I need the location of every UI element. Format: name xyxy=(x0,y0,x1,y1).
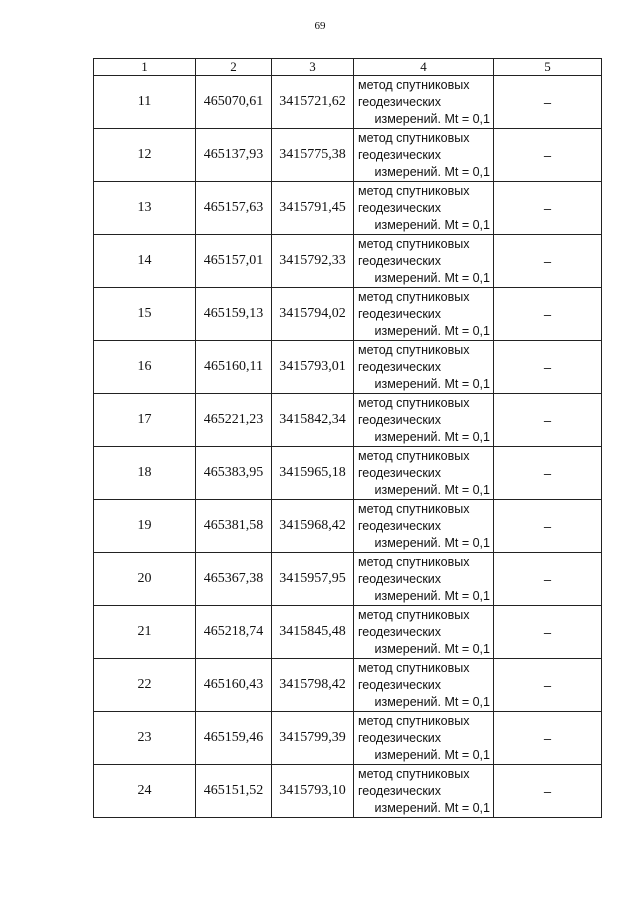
y-coordinate-cell: 3415792,33 xyxy=(272,235,354,288)
method-line: метод спутниковых xyxy=(358,395,470,410)
column-5-cell: – xyxy=(494,712,602,765)
y-coordinate-cell: 3415775,38 xyxy=(272,129,354,182)
method-line: геодезических xyxy=(358,200,442,215)
method-line: геодезических xyxy=(358,571,442,586)
method-line: измерений. Mt = 0,1 xyxy=(374,323,490,338)
point-number-cell: 15 xyxy=(94,288,196,341)
table-row xyxy=(94,659,602,712)
point-number-cell: 21 xyxy=(94,606,196,659)
method-line: геодезических xyxy=(358,94,442,109)
point-number-cell: 22 xyxy=(94,659,196,712)
point-number-cell: 18 xyxy=(94,447,196,500)
method-line: метод спутниковых xyxy=(358,77,470,92)
x-coordinate-cell: 465070,61 xyxy=(196,76,272,129)
table-row xyxy=(94,765,602,818)
method-line: измерений. Mt = 0,1 xyxy=(374,429,490,444)
y-coordinate-cell: 3415842,34 xyxy=(272,394,354,447)
column-5-cell: – xyxy=(494,182,602,235)
method-line: геодезических xyxy=(358,147,442,162)
column-5-cell: – xyxy=(494,288,602,341)
column-5-cell: – xyxy=(494,606,602,659)
column-header-1: 1 xyxy=(94,59,196,76)
point-number-cell: 12 xyxy=(94,129,196,182)
method-cell xyxy=(354,182,494,235)
method-line: метод спутниковых xyxy=(358,130,470,145)
table-row xyxy=(94,394,602,447)
method-line: метод спутниковых xyxy=(358,183,470,198)
column-5-cell: – xyxy=(494,659,602,712)
column-5-cell: – xyxy=(494,341,602,394)
column-5-cell: – xyxy=(494,500,602,553)
coordinates-table xyxy=(93,58,602,818)
method-cell xyxy=(354,129,494,182)
method-line: измерений. Mt = 0,1 xyxy=(374,164,490,179)
x-coordinate-cell: 465160,43 xyxy=(196,659,272,712)
column-5-cell: – xyxy=(494,235,602,288)
column-header-3: 3 xyxy=(272,59,354,76)
column-header-2: 2 xyxy=(196,59,272,76)
method-line: измерений. Mt = 0,1 xyxy=(374,376,490,391)
method-line: геодезических xyxy=(358,783,442,798)
y-coordinate-cell: 3415968,42 xyxy=(272,500,354,553)
y-coordinate-cell: 3415793,10 xyxy=(272,765,354,818)
method-line: геодезических xyxy=(358,253,442,268)
column-5-cell: – xyxy=(494,129,602,182)
method-line: измерений. Mt = 0,1 xyxy=(374,694,490,709)
y-coordinate-cell: 3415799,39 xyxy=(272,712,354,765)
point-number-cell: 20 xyxy=(94,553,196,606)
method-line: геодезических xyxy=(358,730,442,745)
method-line: метод спутниковых xyxy=(358,236,470,251)
x-coordinate-cell: 465221,23 xyxy=(196,394,272,447)
method-cell xyxy=(354,341,494,394)
table-row xyxy=(94,129,602,182)
method-line: измерений. Mt = 0,1 xyxy=(374,535,490,550)
x-coordinate-cell: 465137,93 xyxy=(196,129,272,182)
table-body xyxy=(94,76,602,818)
column-5-cell: – xyxy=(494,76,602,129)
method-line: метод спутниковых xyxy=(358,766,470,781)
table-header-row xyxy=(94,59,602,76)
y-coordinate-cell: 3415957,95 xyxy=(272,553,354,606)
y-coordinate-cell: 3415721,62 xyxy=(272,76,354,129)
method-line: метод спутниковых xyxy=(358,554,470,569)
table-row xyxy=(94,447,602,500)
method-line: измерений. Mt = 0,1 xyxy=(374,800,490,815)
point-number-cell: 14 xyxy=(94,235,196,288)
method-cell xyxy=(354,606,494,659)
method-cell xyxy=(354,712,494,765)
method-line: геодезических xyxy=(358,624,442,639)
point-number-cell: 13 xyxy=(94,182,196,235)
method-line: метод спутниковых xyxy=(358,501,470,516)
method-line: метод спутниковых xyxy=(358,342,470,357)
x-coordinate-cell: 465218,74 xyxy=(196,606,272,659)
x-coordinate-cell: 465157,63 xyxy=(196,182,272,235)
table-row xyxy=(94,500,602,553)
column-header-4: 4 xyxy=(354,59,494,76)
method-line: метод спутниковых xyxy=(358,448,470,463)
method-cell xyxy=(354,553,494,606)
table-row xyxy=(94,341,602,394)
method-line: геодезических xyxy=(358,412,442,427)
method-line: измерений. Mt = 0,1 xyxy=(374,111,490,126)
method-cell xyxy=(354,765,494,818)
x-coordinate-cell: 465157,01 xyxy=(196,235,272,288)
table-row xyxy=(94,606,602,659)
method-line: геодезических xyxy=(358,677,442,692)
point-number-cell: 17 xyxy=(94,394,196,447)
point-number-cell: 19 xyxy=(94,500,196,553)
x-coordinate-cell: 465160,11 xyxy=(196,341,272,394)
column-header-5: 5 xyxy=(494,59,602,76)
x-coordinate-cell: 465381,58 xyxy=(196,500,272,553)
method-cell xyxy=(354,659,494,712)
method-line: измерений. Mt = 0,1 xyxy=(374,588,490,603)
column-5-cell: – xyxy=(494,394,602,447)
method-line: измерений. Mt = 0,1 xyxy=(374,270,490,285)
method-line: измерений. Mt = 0,1 xyxy=(374,482,490,497)
point-number-cell: 24 xyxy=(94,765,196,818)
method-cell xyxy=(354,500,494,553)
y-coordinate-cell: 3415791,45 xyxy=(272,182,354,235)
point-number-cell: 11 xyxy=(94,76,196,129)
table-row xyxy=(94,553,602,606)
point-number-cell: 23 xyxy=(94,712,196,765)
column-5-cell: – xyxy=(494,447,602,500)
method-cell xyxy=(354,235,494,288)
table-row xyxy=(94,182,602,235)
method-cell xyxy=(354,76,494,129)
y-coordinate-cell: 3415965,18 xyxy=(272,447,354,500)
method-line: геодезических xyxy=(358,518,442,533)
y-coordinate-cell: 3415798,42 xyxy=(272,659,354,712)
point-number-cell: 16 xyxy=(94,341,196,394)
table-row xyxy=(94,76,602,129)
method-line: метод спутниковых xyxy=(358,289,470,304)
method-line: измерений. Mt = 0,1 xyxy=(374,217,490,232)
x-coordinate-cell: 465383,95 xyxy=(196,447,272,500)
y-coordinate-cell: 3415793,01 xyxy=(272,341,354,394)
x-coordinate-cell: 465151,52 xyxy=(196,765,272,818)
method-line: измерений. Mt = 0,1 xyxy=(374,641,490,656)
method-line: измерений. Mt = 0,1 xyxy=(374,747,490,762)
method-line: метод спутниковых xyxy=(358,607,470,622)
page-number: 69 xyxy=(314,20,326,32)
y-coordinate-cell: 3415794,02 xyxy=(272,288,354,341)
method-line: геодезических xyxy=(358,306,442,321)
x-coordinate-cell: 465159,13 xyxy=(196,288,272,341)
column-5-cell: – xyxy=(494,765,602,818)
method-cell xyxy=(354,447,494,500)
method-line: геодезических xyxy=(358,359,442,374)
table-row xyxy=(94,712,602,765)
x-coordinate-cell: 465367,38 xyxy=(196,553,272,606)
method-cell xyxy=(354,394,494,447)
table-row xyxy=(94,235,602,288)
method-line: геодезических xyxy=(358,465,442,480)
column-5-cell: – xyxy=(494,553,602,606)
y-coordinate-cell: 3415845,48 xyxy=(272,606,354,659)
x-coordinate-cell: 465159,46 xyxy=(196,712,272,765)
method-line: метод спутниковых xyxy=(358,713,470,728)
method-line: метод спутниковых xyxy=(358,660,470,675)
table-row xyxy=(94,288,602,341)
method-cell xyxy=(354,288,494,341)
